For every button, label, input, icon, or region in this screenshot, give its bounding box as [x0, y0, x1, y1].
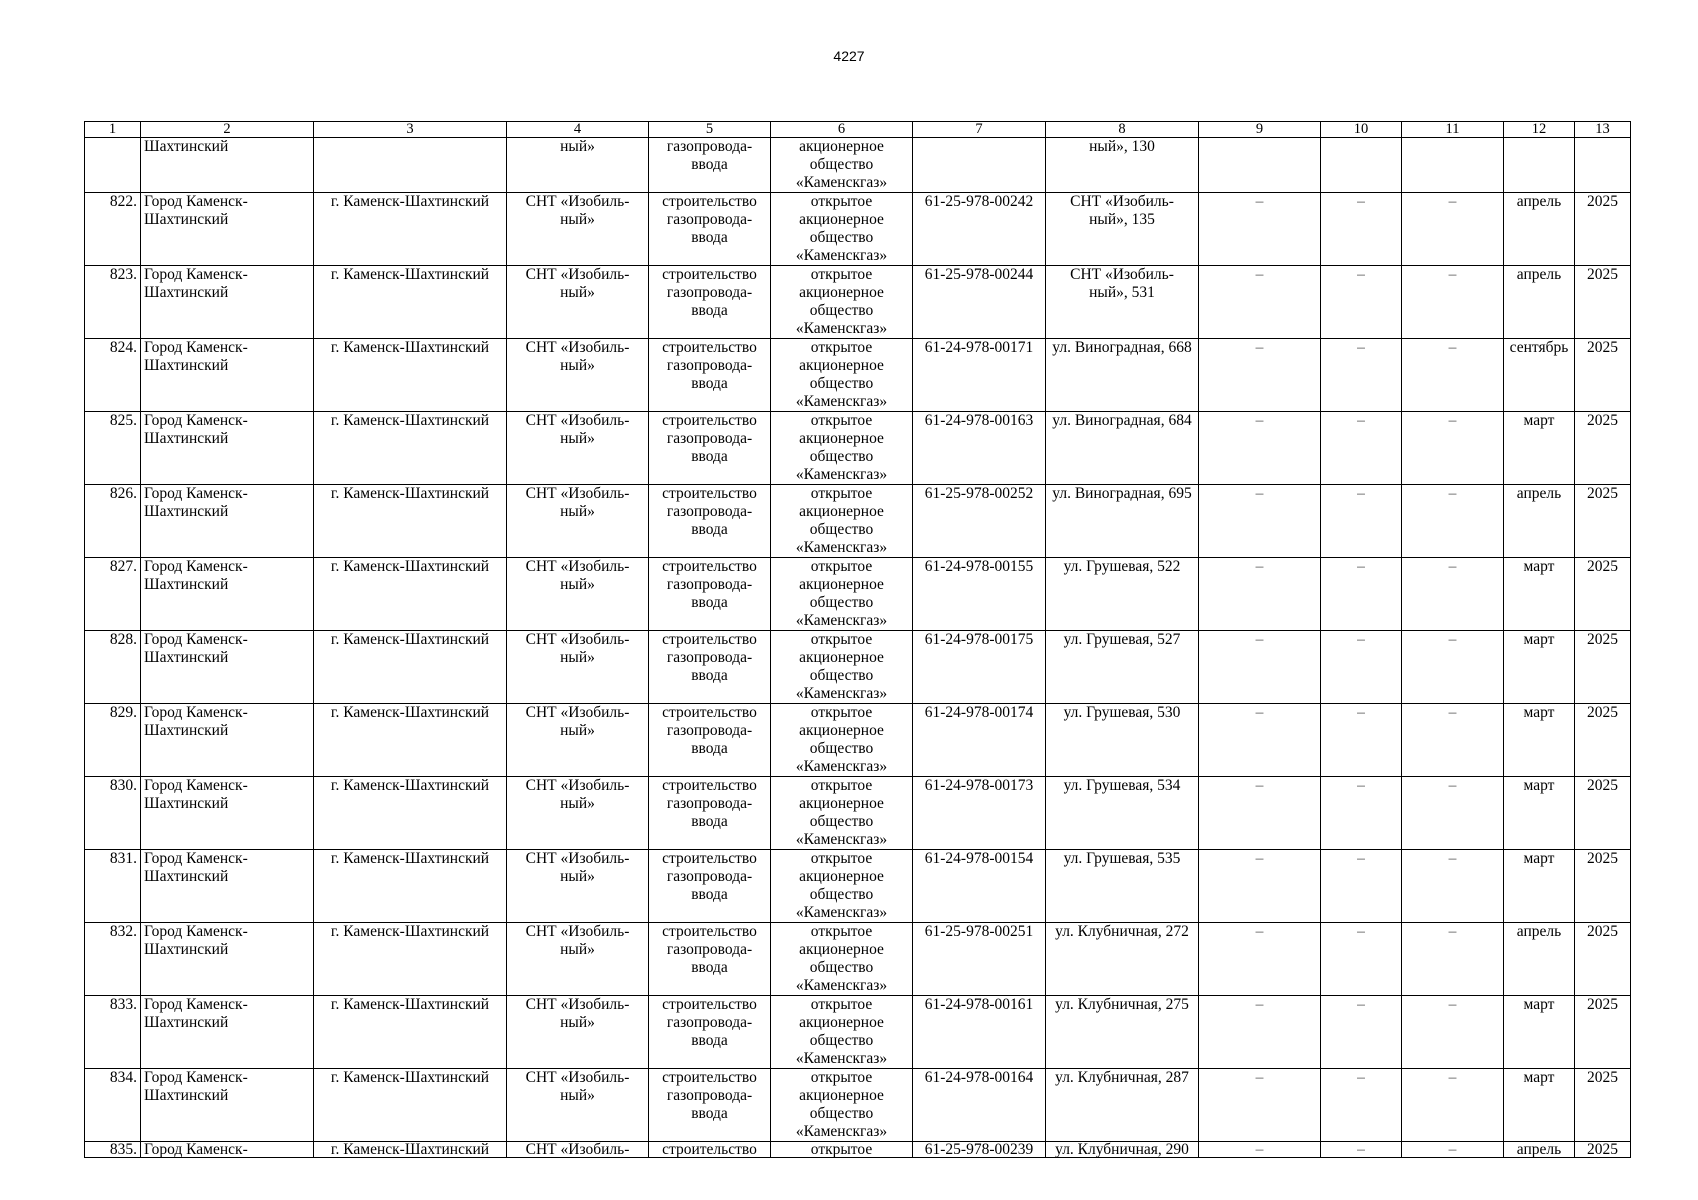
col-9-value: – [1199, 339, 1321, 412]
column-number: 1 [85, 122, 141, 138]
municipality: Город Каменск- Шахтинский [141, 193, 314, 266]
settlement: г. Каменск-Шахтинский [314, 1142, 507, 1158]
col-11-value: – [1402, 996, 1504, 1069]
territory: СНТ «Изобиль- ный» [507, 923, 649, 996]
settlement: г. Каменск-Шахтинский [314, 996, 507, 1069]
row-number: 833. [85, 996, 141, 1069]
column-number: 3 [314, 122, 507, 138]
row-number: 829. [85, 704, 141, 777]
table-row [85, 558, 1631, 631]
month: апрель [1504, 485, 1575, 558]
column-number: 13 [1575, 122, 1631, 138]
table-row-partial [85, 1142, 1631, 1158]
work-type: строительство газопровода- ввода [649, 996, 771, 1069]
territory: СНТ «Изобиль- ный» [507, 412, 649, 485]
work-type: строительство газопровода- ввода [649, 704, 771, 777]
page-number: 4227 [833, 48, 865, 64]
col-11-value: – [1402, 631, 1504, 704]
work-type: строительство газопровода- ввода [649, 266, 771, 339]
year: 2025 [1575, 996, 1631, 1069]
organization: открытое [771, 1142, 913, 1158]
address: ул. Грушевая, 527 [1046, 631, 1199, 704]
registration-number: 61-25-978-00242 [913, 193, 1046, 266]
table-row [85, 923, 1631, 996]
settlement: г. Каменск-Шахтинский [314, 850, 507, 923]
territory: СНТ «Изобиль- ный» [507, 704, 649, 777]
col-11-value: – [1402, 1069, 1504, 1142]
municipality: Город Каменск- Шахтинский [141, 996, 314, 1069]
column-number: 8 [1046, 122, 1199, 138]
col-10-value: – [1321, 704, 1402, 777]
col-10-value: – [1321, 1069, 1402, 1142]
organization: открытое акционерное общество «Каменскгаз» [771, 1069, 913, 1142]
work-type: строительство газопровода- ввода [649, 631, 771, 704]
table-row [85, 485, 1631, 558]
municipality: Город Каменск- Шахтинский [141, 485, 314, 558]
month: март [1504, 631, 1575, 704]
column-number: 6 [771, 122, 913, 138]
year: 2025 [1575, 558, 1631, 631]
organization: открытое акционерное общество «Каменскгаз» [771, 923, 913, 996]
address: ул. Грушевая, 535 [1046, 850, 1199, 923]
work-type: строительство газопровода- ввода [649, 339, 771, 412]
table-row [85, 412, 1631, 485]
col-10-value: – [1321, 266, 1402, 339]
work-type: строительство газопровода- ввода [649, 558, 771, 631]
settlement: г. Каменск-Шахтинский [314, 485, 507, 558]
column-number: 5 [649, 122, 771, 138]
col-9-value: – [1199, 1069, 1321, 1142]
row-number: 826. [85, 485, 141, 558]
organization: открытое акционерное общество «Каменскгаз» [771, 996, 913, 1069]
row-number: 824. [85, 339, 141, 412]
col-11-value: – [1402, 266, 1504, 339]
settlement [314, 138, 507, 193]
col-9-value: – [1199, 631, 1321, 704]
table-row [85, 996, 1631, 1069]
column-number: 9 [1199, 122, 1321, 138]
year [1575, 138, 1631, 193]
settlement: г. Каменск-Шахтинский [314, 558, 507, 631]
row-number: 834. [85, 1069, 141, 1142]
settlement: г. Каменск-Шахтинский [314, 193, 507, 266]
col-11-value: – [1402, 412, 1504, 485]
col-11-value: – [1402, 193, 1504, 266]
registration-number: 61-24-978-00175 [913, 631, 1046, 704]
col-11-value: – [1402, 485, 1504, 558]
work-type: строительство газопровода- ввода [649, 850, 771, 923]
municipality: Город Каменск- Шахтинский [141, 704, 314, 777]
municipality: Город Каменск- Шахтинский [141, 1069, 314, 1142]
table-row [85, 193, 1631, 266]
organization: открытое акционерное общество «Каменскгаз» [771, 412, 913, 485]
registration-number: 61-24-978-00174 [913, 704, 1046, 777]
organization: акционерное общество «Каменскгаз» [771, 138, 913, 193]
territory: СНТ «Изобиль- ный» [507, 266, 649, 339]
work-type: газопровода- ввода [649, 138, 771, 193]
col-10-value: – [1321, 850, 1402, 923]
month: сентябрь [1504, 339, 1575, 412]
settlement: г. Каменск-Шахтинский [314, 266, 507, 339]
col-9-value: – [1199, 558, 1321, 631]
col-9-value: – [1199, 193, 1321, 266]
col-9-value: – [1199, 777, 1321, 850]
address: СНТ «Изобиль- ный», 531 [1046, 266, 1199, 339]
year: 2025 [1575, 1069, 1631, 1142]
municipality: Город Каменск- [141, 1142, 314, 1158]
col-11-value: – [1402, 777, 1504, 850]
year: 2025 [1575, 193, 1631, 266]
row-number [85, 138, 141, 193]
organization: открытое акционерное общество «Каменскгаз» [771, 266, 913, 339]
registration-number: 61-25-978-00244 [913, 266, 1046, 339]
registration-number: 61-25-978-00251 [913, 923, 1046, 996]
col-9-value: – [1199, 704, 1321, 777]
month: март [1504, 850, 1575, 923]
address: ул. Клубничная, 287 [1046, 1069, 1199, 1142]
col-11-value: – [1402, 850, 1504, 923]
territory: СНТ «Изобиль- [507, 1142, 649, 1158]
month: апрель [1504, 1142, 1575, 1158]
year: 2025 [1575, 1142, 1631, 1158]
settlement: г. Каменск-Шахтинский [314, 704, 507, 777]
organization: открытое акционерное общество «Каменскгаз» [771, 339, 913, 412]
organization: открытое акционерное общество «Каменскгаз» [771, 558, 913, 631]
settlement: г. Каменск-Шахтинский [314, 631, 507, 704]
address: ул. Виноградная, 695 [1046, 485, 1199, 558]
continuation-row [85, 138, 1631, 193]
col-10-value: – [1321, 412, 1402, 485]
municipality: Город Каменск- Шахтинский [141, 631, 314, 704]
month: март [1504, 1069, 1575, 1142]
col-11-value: – [1402, 704, 1504, 777]
territory: СНТ «Изобиль- ный» [507, 850, 649, 923]
settlement: г. Каменск-Шахтинский [314, 412, 507, 485]
col-10-value: – [1321, 485, 1402, 558]
territory: СНТ «Изобиль- ный» [507, 339, 649, 412]
address: ул. Виноградная, 684 [1046, 412, 1199, 485]
row-number: 825. [85, 412, 141, 485]
address: ный», 130 [1046, 138, 1199, 193]
municipality: Город Каменск- Шахтинский [141, 266, 314, 339]
settlement: г. Каменск-Шахтинский [314, 923, 507, 996]
year: 2025 [1575, 339, 1631, 412]
row-number: 835. [85, 1142, 141, 1158]
column-number: 7 [913, 122, 1046, 138]
row-number: 831. [85, 850, 141, 923]
col-10-value: – [1321, 339, 1402, 412]
work-type: строительство газопровода- ввода [649, 923, 771, 996]
col-11-value: – [1402, 923, 1504, 996]
row-number: 828. [85, 631, 141, 704]
month: март [1504, 558, 1575, 631]
organization: открытое акционерное общество «Каменскгаз» [771, 777, 913, 850]
table-row [85, 631, 1631, 704]
column-number: 10 [1321, 122, 1402, 138]
year: 2025 [1575, 704, 1631, 777]
col-10-value: – [1321, 193, 1402, 266]
address: ул. Клубничная, 275 [1046, 996, 1199, 1069]
column-number-row [85, 122, 1631, 138]
territory: СНТ «Изобиль- ный» [507, 996, 649, 1069]
municipality: Город Каменск- Шахтинский [141, 777, 314, 850]
registration-number: 61-24-978-00155 [913, 558, 1046, 631]
col-9-value: – [1199, 923, 1321, 996]
work-type: строительство газопровода- ввода [649, 777, 771, 850]
month [1504, 138, 1575, 193]
month: март [1504, 412, 1575, 485]
work-type: строительство газопровода- ввода [649, 485, 771, 558]
registration-number: 61-24-978-00173 [913, 777, 1046, 850]
address: ул. Грушевая, 522 [1046, 558, 1199, 631]
col-10-value: – [1321, 923, 1402, 996]
settlement: г. Каменск-Шахтинский [314, 777, 507, 850]
municipality: Шахтинский [141, 138, 314, 193]
table-row [85, 266, 1631, 339]
year: 2025 [1575, 485, 1631, 558]
month: март [1504, 996, 1575, 1069]
row-number: 823. [85, 266, 141, 339]
organization: открытое акционерное общество «Каменскгаз» [771, 631, 913, 704]
registration-number [913, 138, 1046, 193]
col-10-value [1321, 138, 1402, 193]
address: ул. Клубничная, 272 [1046, 923, 1199, 996]
table-row [85, 777, 1631, 850]
row-number: 822. [85, 193, 141, 266]
registration-number: 61-24-978-00163 [913, 412, 1046, 485]
year: 2025 [1575, 850, 1631, 923]
organization: открытое акционерное общество «Каменскгаз» [771, 704, 913, 777]
work-type: строительство газопровода- ввода [649, 412, 771, 485]
address: ул. Грушевая, 530 [1046, 704, 1199, 777]
municipality: Город Каменск- Шахтинский [141, 558, 314, 631]
settlement: г. Каменск-Шахтинский [314, 339, 507, 412]
registration-number: 61-24-978-00154 [913, 850, 1046, 923]
col-11-value: – [1402, 339, 1504, 412]
month: март [1504, 777, 1575, 850]
column-number: 4 [507, 122, 649, 138]
territory: СНТ «Изобиль- ный» [507, 485, 649, 558]
col-10-value: – [1321, 996, 1402, 1069]
col-11-value: – [1402, 558, 1504, 631]
address: ул. Грушевая, 534 [1046, 777, 1199, 850]
register-table [84, 121, 1631, 1158]
territory: СНТ «Изобиль- ный» [507, 193, 649, 266]
year: 2025 [1575, 777, 1631, 850]
col-10-value: – [1321, 558, 1402, 631]
address: СНТ «Изобиль- ный», 135 [1046, 193, 1199, 266]
col-9-value: – [1199, 1142, 1321, 1158]
territory: ный» [507, 138, 649, 193]
table-row [85, 850, 1631, 923]
row-number: 832. [85, 923, 141, 996]
col-9-value: – [1199, 266, 1321, 339]
year: 2025 [1575, 631, 1631, 704]
territory: СНТ «Изобиль- ный» [507, 777, 649, 850]
row-number: 830. [85, 777, 141, 850]
registration-number: 61-24-978-00161 [913, 996, 1046, 1069]
registration-number: 61-25-978-00239 [913, 1142, 1046, 1158]
address: ул. Виноградная, 668 [1046, 339, 1199, 412]
registration-number: 61-24-978-00164 [913, 1069, 1046, 1142]
col-10-value: – [1321, 1142, 1402, 1158]
territory: СНТ «Изобиль- ный» [507, 631, 649, 704]
registration-number: 61-25-978-00252 [913, 485, 1046, 558]
organization: открытое акционерное общество «Каменскгаз» [771, 850, 913, 923]
col-9-value: – [1199, 850, 1321, 923]
work-type: строительство газопровода- ввода [649, 193, 771, 266]
table-row [85, 1069, 1631, 1142]
registration-number: 61-24-978-00171 [913, 339, 1046, 412]
column-number: 12 [1504, 122, 1575, 138]
work-type: строительство газопровода- ввода [649, 1069, 771, 1142]
col-9-value: – [1199, 485, 1321, 558]
table-row [85, 339, 1631, 412]
col-9-value: – [1199, 996, 1321, 1069]
municipality: Город Каменск- Шахтинский [141, 412, 314, 485]
col-9-value: – [1199, 412, 1321, 485]
work-type: строительство [649, 1142, 771, 1158]
col-10-value: – [1321, 777, 1402, 850]
col-9-value [1199, 138, 1321, 193]
address: ул. Клубничная, 290 [1046, 1142, 1199, 1158]
year: 2025 [1575, 412, 1631, 485]
column-number: 11 [1402, 122, 1504, 138]
month: март [1504, 704, 1575, 777]
year: 2025 [1575, 266, 1631, 339]
year: 2025 [1575, 923, 1631, 996]
col-10-value: – [1321, 631, 1402, 704]
month: апрель [1504, 266, 1575, 339]
territory: СНТ «Изобиль- ный» [507, 1069, 649, 1142]
municipality: Город Каменск- Шахтинский [141, 339, 314, 412]
column-number: 2 [141, 122, 314, 138]
table-row [85, 704, 1631, 777]
col-11-value [1402, 138, 1504, 193]
municipality: Город Каменск- Шахтинский [141, 923, 314, 996]
month: апрель [1504, 923, 1575, 996]
territory: СНТ «Изобиль- ный» [507, 558, 649, 631]
municipality: Город Каменск- Шахтинский [141, 850, 314, 923]
col-11-value: – [1402, 1142, 1504, 1158]
month: апрель [1504, 193, 1575, 266]
settlement: г. Каменск-Шахтинский [314, 1069, 507, 1142]
organization: открытое акционерное общество «Каменскгаз» [771, 193, 913, 266]
row-number: 827. [85, 558, 141, 631]
organization: открытое акционерное общество «Каменскгаз» [771, 485, 913, 558]
